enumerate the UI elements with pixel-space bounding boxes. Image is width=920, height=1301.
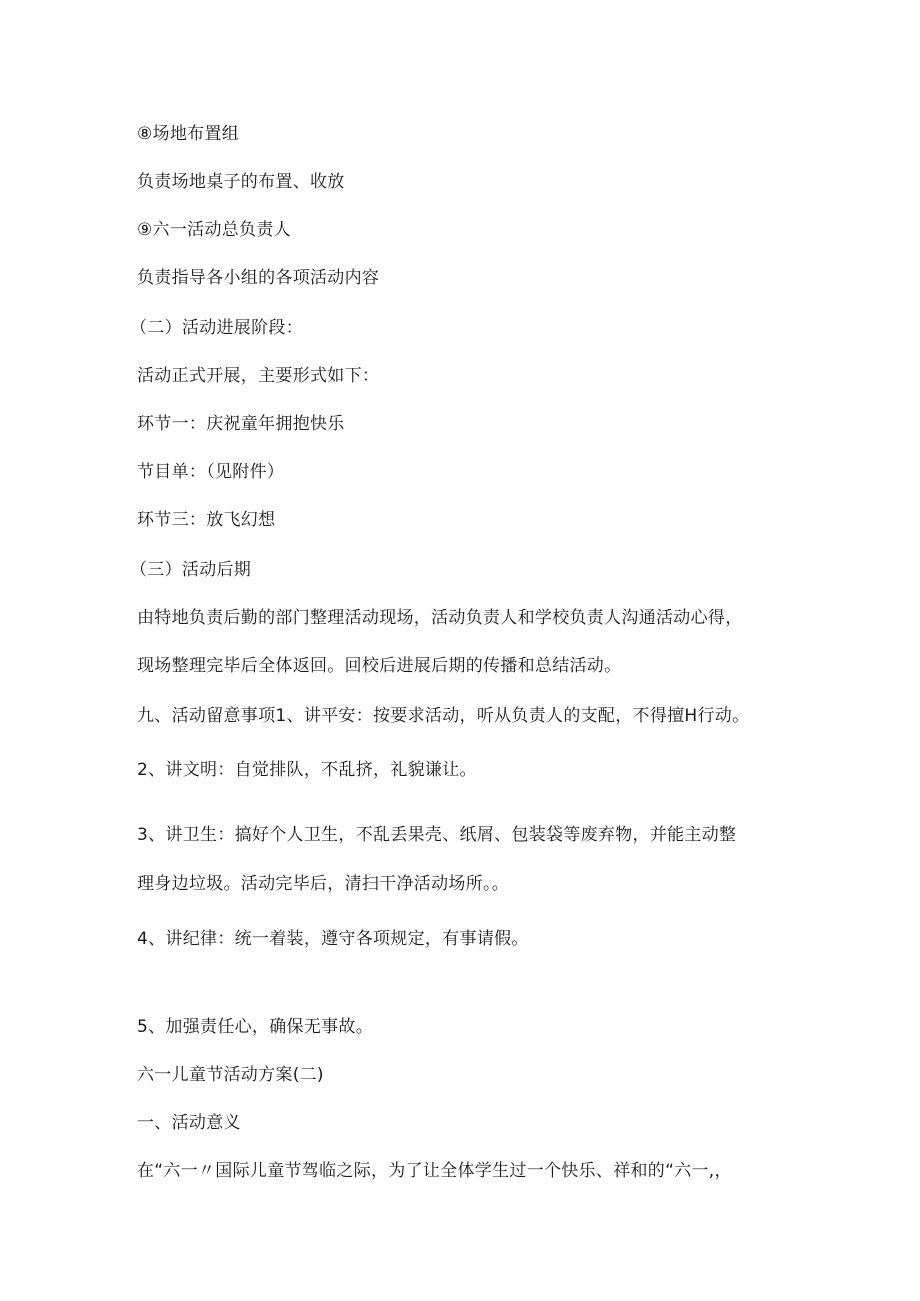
- text-line: 3、讲卫生：搞好个人卫生，不乱丢果壳、纸屑、包装袋等废弃物，并能主动整: [137, 825, 737, 845]
- text-line: 环节一：庆祝童年拥抱快乐: [137, 414, 345, 434]
- text-line: ⑧场地布置组: [137, 124, 240, 144]
- text-line: 活动正式开展，主要形式如下：: [137, 366, 380, 386]
- text-line: 节目单：（见附件）: [137, 462, 285, 482]
- text-line: 理身边垃圾。活动完毕后，清扫干净活动场所。。: [137, 874, 510, 894]
- text-line: 在“六一〃国际儿童节驾临之际，为了让全体学生过一个快乐、祥和的“六一,，: [137, 1161, 732, 1181]
- text-line: 5、加强责任心，确保无事故。: [137, 1017, 374, 1037]
- section-heading: （三）活动后期: [130, 560, 252, 580]
- text-line: 由特地负责后勤的部门整理活动现场，活动负责人和学校负责人沟通活动心得，: [137, 608, 743, 628]
- text-line: 现场整理完毕后全体返回。回校后进展后期的传播和总结活动。: [137, 656, 622, 676]
- text-line: 九、活动留意事项1、讲平安：按要求活动，听从负责人的支配，不得擅H行动。: [137, 706, 750, 726]
- text-line: ⑨六一活动总负责人: [137, 220, 291, 240]
- section-heading: （二）活动进展阶段：: [130, 318, 303, 338]
- text-line: 负责场地桌子的布置、收放: [137, 172, 345, 192]
- text-line: 4、讲纪律：统一着装，遵守各项规定，有事请假。: [137, 929, 529, 949]
- text-line: 负责指导各小组的各项活动内容: [137, 268, 380, 288]
- section-heading: 六一儿童节活动方案(二): [137, 1065, 324, 1085]
- section-heading: 一、活动意义: [137, 1113, 241, 1133]
- text-line: 环节三：放飞幻想: [137, 510, 276, 530]
- text-line: 2、讲文明：自觉排队，不乱挤，礼貌谦让。: [137, 760, 477, 780]
